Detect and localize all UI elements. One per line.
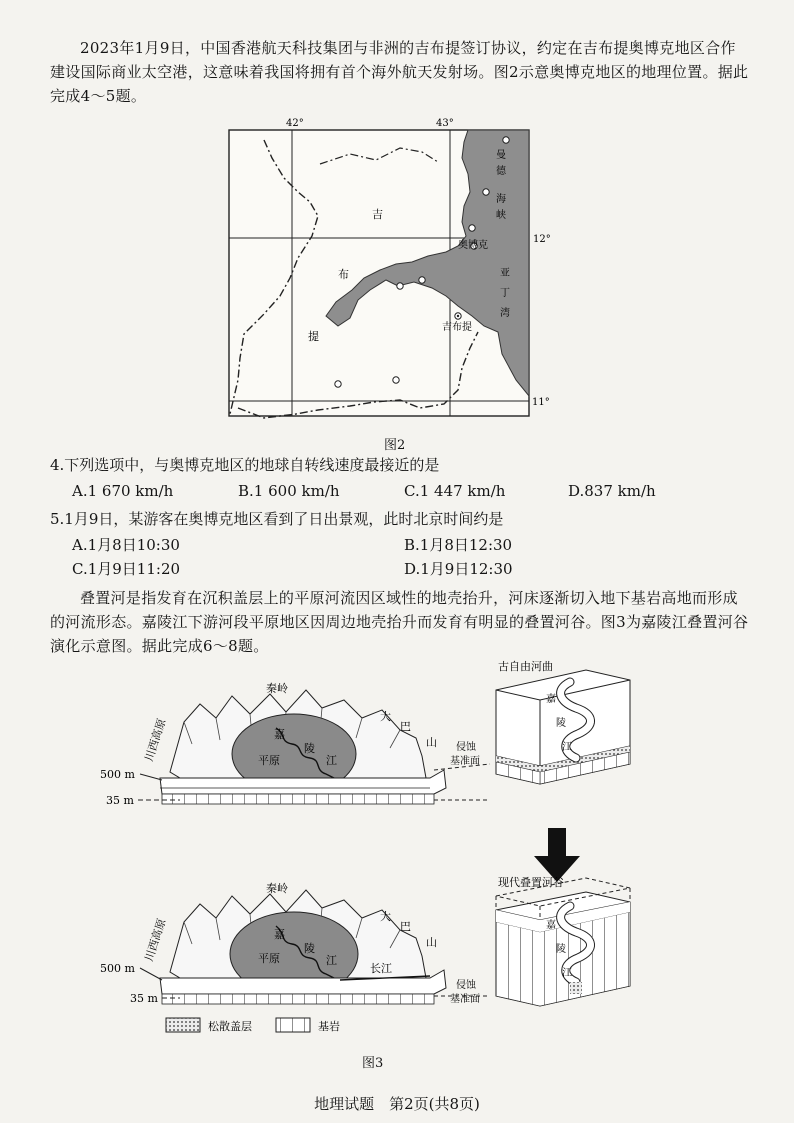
label-da-bottom: 大 <box>380 910 391 923</box>
label-chuanxi-top: 川西高原 <box>142 717 169 763</box>
block-top-ling: 陵 <box>556 718 566 729</box>
label-pingyuan-bottom: 平原 <box>258 952 280 965</box>
label-modern-valley: 现代叠置河谷 <box>498 876 564 889</box>
strait-label-char-2: 德 <box>496 166 506 177</box>
gulf-label-char-2: 丁 <box>500 288 510 299</box>
block-bottom-jia: 嘉 <box>546 920 556 931</box>
question-5-stem: 5.1月9日，某游客在奥博克地区看到了日出景观，此时北京时间约是 <box>50 510 504 528</box>
label-pingyuan-top: 平原 <box>258 754 280 767</box>
question-4-stem: 4.下列选项中，与奥博克地区的地球自转线速度最接近的是 <box>50 456 440 474</box>
label-erosion-bottom-1: 侵蚀 <box>456 980 476 991</box>
figure-2-caption: 图2 <box>384 438 406 453</box>
city-label-djibouti: 吉布提 <box>442 322 472 333</box>
legend-loose-label: 松散盖层 <box>208 1020 252 1033</box>
label-ba-top: 巴 <box>400 720 411 733</box>
q5-option-c: C.1月9日11:20 <box>72 560 181 578</box>
block-top-jia: 嘉 <box>546 694 556 705</box>
label-da-top: 大 <box>380 710 391 723</box>
legend-bedrock-label: 基岩 <box>318 1020 340 1033</box>
label-ling-bottom: 陵 <box>304 942 315 955</box>
legend-bedrock-swatch <box>276 1018 310 1032</box>
label-jia-top: 嘉 <box>274 728 285 741</box>
label-erosion-bottom-2: 基准面 <box>450 994 480 1005</box>
q5-option-b: B.1月8日12:30 <box>404 536 513 554</box>
label-jiang-top: 江 <box>326 754 337 767</box>
strait-label-char-3: 海 <box>496 194 506 205</box>
label-chuanxi-bottom: 川西高原 <box>142 917 169 963</box>
q5-option-a: A.1月8日10:30 <box>72 536 180 554</box>
q4-option-a: A.1 670 km/h <box>72 482 174 500</box>
lat-label-12: 12° <box>533 234 551 245</box>
block-modern-entrenched-valley <box>496 878 630 1006</box>
page-footer: 地理试题 第2页(共8页) <box>314 1095 480 1113</box>
label-shan-bottom: 山 <box>426 936 437 949</box>
label-jiang-bottom: 江 <box>326 954 337 967</box>
lower-basin-stage <box>160 890 446 1004</box>
lon-label-42: 42° <box>286 118 304 129</box>
label-qinling-top: 秦岭 <box>266 682 288 695</box>
label-jia-bottom: 嘉 <box>274 928 285 941</box>
strait-label-char-4: 峡 <box>496 210 506 221</box>
city-label-obock: 奥博克 <box>458 240 488 251</box>
label-shan-top: 山 <box>426 736 437 749</box>
figure-3-diagram <box>100 660 660 1060</box>
legend-loose-swatch <box>166 1018 200 1032</box>
label-35m-top: 35 m <box>106 794 134 807</box>
q5-option-d: D.1月9日12:30 <box>404 560 513 578</box>
block-top-jiang: 江 <box>562 742 572 753</box>
gulf-label-char-3: 湾 <box>500 308 510 319</box>
intro-paragraph-1: 2023年1月9日，中国香港航天科技集团与非洲的吉布提签订协议，约定在吉布提奥博克地区合作建设国际商业太空港，这意味着我国将拥有首个海外航天发射场。图2示意奥博克地区的地理位置。据此完成4～5题。 <box>50 39 749 105</box>
country-label-char-3: 提 <box>308 330 319 343</box>
label-qinling-bottom: 秦岭 <box>266 882 288 895</box>
q4-option-b: B.1 600 km/h <box>238 482 340 500</box>
label-erosion-top-1: 侵蚀 <box>456 742 476 753</box>
country-label-char-1: 吉 <box>372 208 383 221</box>
upper-basin-stage <box>160 690 446 804</box>
label-35m-bottom: 35 m <box>130 992 158 1005</box>
country-label-char-2: 布 <box>338 268 349 281</box>
q4-option-d: D.837 km/h <box>568 482 656 500</box>
label-erosion-top-2: 基准面 <box>450 756 480 767</box>
gulf-label-char-1: 亚 <box>500 268 510 279</box>
down-arrow <box>534 828 580 882</box>
q4-option-c: C.1 447 km/h <box>404 482 506 500</box>
figure-3-caption: 图3 <box>362 1056 384 1071</box>
lon-label-43: 43° <box>436 118 454 129</box>
block-bottom-ling: 陵 <box>556 944 566 955</box>
label-ling-top: 陵 <box>304 742 315 755</box>
lat-label-11: 11° <box>532 397 550 408</box>
label-changjiang: 长江 <box>370 962 392 975</box>
strait-label-char-1: 曼 <box>496 150 506 161</box>
figure-2-map <box>200 118 580 430</box>
label-ancient-meander: 古自由河曲 <box>498 660 553 673</box>
intro-paragraph-2: 叠置河是指发育在沉积盖层上的平原河流因区域性的地壳抬升，河床逐渐切入地下基岩高地而形成的河流形态。嘉陵江下游河段平原地区因周边地壳抬升而发育有明显的叠置河谷。图3为嘉陵江叠置河谷演化示意图。据此完成6～8题。 <box>50 589 749 655</box>
block-bottom-jiang: 江 <box>562 968 572 979</box>
label-500m-top: 500 m <box>100 768 135 781</box>
label-500m-bottom: 500 m <box>100 962 135 975</box>
label-ba-bottom: 巴 <box>400 920 411 933</box>
